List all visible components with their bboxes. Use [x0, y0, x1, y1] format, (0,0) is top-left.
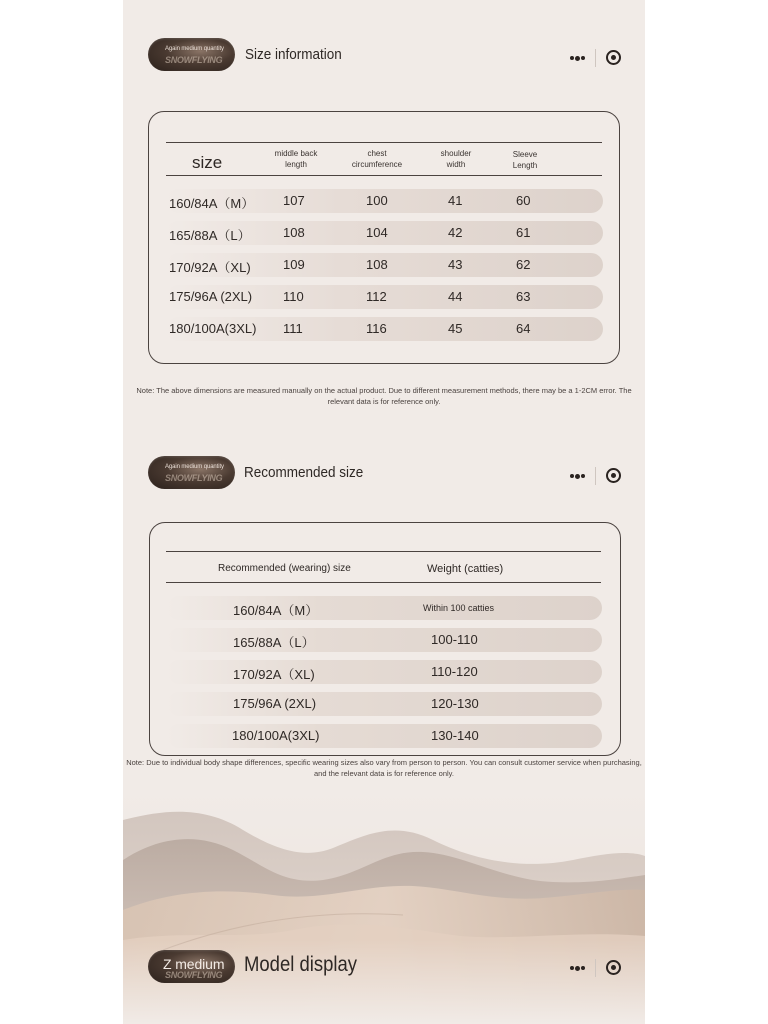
cell-shoulder: 44	[448, 289, 463, 304]
recommended-card	[149, 522, 621, 756]
cell-shoulder: 42	[448, 225, 463, 240]
cell-size: 170/92A（XL)	[233, 667, 315, 682]
brand-pill-logo-text: SNOWFLYING	[165, 55, 223, 65]
model-display-title: Model display	[244, 953, 357, 976]
cell-chest: 100	[366, 193, 388, 208]
cell-size: 175/96A (2XL)	[233, 696, 317, 711]
cell-shoulder: 41	[448, 193, 463, 208]
recommended-note: Note: Due to individual body shape differences, specific wearing sizes also vary from person to person. You can consult customer service when purchasing, and the relevant data is for reference only.	[126, 758, 642, 778]
cell-weight: Within 100 catties	[423, 603, 495, 613]
size-info-title: Size information	[245, 46, 342, 63]
cell-chest: 116	[366, 321, 387, 336]
cell-size: 180/100A(3XL)	[232, 728, 320, 743]
cell-shoulder: 43	[448, 257, 463, 272]
cell-size: 165/88A（L）	[233, 635, 315, 650]
desert-dunes-image	[123, 790, 645, 1024]
table-row	[167, 724, 602, 748]
cell-size: 170/92A（XL)	[169, 260, 251, 275]
more-dots-icon[interactable]	[570, 966, 586, 970]
cell-back: 108	[283, 225, 305, 240]
cell-sleeve: 63	[516, 289, 531, 304]
table-row	[166, 253, 603, 277]
actions-divider	[595, 959, 596, 977]
brand-pill	[148, 950, 235, 983]
cell-chest: 108	[366, 257, 388, 272]
target-circle-icon[interactable]	[606, 960, 621, 975]
recommended-header	[123, 456, 645, 492]
recommended-title: Recommended size	[244, 464, 364, 481]
cell-size: 175/96A (2XL)	[169, 289, 253, 304]
more-dots-icon[interactable]	[570, 56, 586, 60]
table-row	[166, 317, 603, 341]
col-header-recommended-size: Recommended (wearing) size	[218, 563, 351, 574]
cell-chest: 112	[366, 289, 387, 304]
cell-weight: 100-110	[431, 632, 478, 647]
header-actions	[570, 466, 622, 486]
table-top-rule	[166, 142, 602, 143]
cell-weight: 110-120	[431, 664, 478, 679]
target-circle-icon[interactable]	[606, 50, 621, 65]
cell-sleeve: 61	[516, 225, 531, 240]
cell-sleeve: 62	[516, 257, 531, 272]
cell-shoulder: 45	[448, 321, 463, 336]
cell-back: 111	[283, 321, 303, 336]
table-row	[167, 628, 602, 652]
table-row	[167, 692, 602, 716]
col-header-shoulder: shoulder width	[440, 149, 472, 169]
brand-pill-logo-text: SNOWFLYING	[165, 970, 223, 980]
cell-size: 165/88A（L）	[169, 228, 251, 243]
more-dots-icon[interactable]	[570, 474, 586, 478]
cell-size: 160/84A（M）	[233, 603, 319, 618]
table-row	[166, 285, 603, 309]
table-row	[166, 189, 603, 213]
table-header-rule	[166, 175, 602, 176]
brand-pill	[148, 456, 235, 489]
size-column-header: size	[192, 153, 223, 172]
size-info-card	[148, 111, 620, 364]
cell-chest: 104	[366, 225, 388, 240]
cell-sleeve: 60	[516, 193, 531, 208]
cell-weight: 120-130	[431, 696, 479, 711]
header-actions	[570, 958, 622, 978]
brand-pill	[148, 38, 235, 71]
table-header-rule	[166, 582, 601, 583]
size-info-note: Note: The above dimensions are measured manually on the actual product. Due to different measurement methods, there may be a 1-2CM error. The relevant data is for reference only.	[136, 386, 632, 406]
product-detail-panel	[123, 0, 645, 1024]
col-header-sleeve: Sleeve Length	[512, 150, 538, 170]
cell-back: 109	[283, 257, 305, 272]
actions-divider	[595, 49, 596, 67]
col-header-weight: Weight (catties)	[427, 563, 504, 575]
size-info-header	[123, 38, 645, 74]
col-header-back-length: middle back length	[274, 149, 318, 169]
brand-pill-top-text: Again medium quantity	[165, 46, 224, 52]
cell-back: 110	[283, 289, 304, 304]
actions-divider	[595, 467, 596, 485]
cell-back: 107	[283, 193, 305, 208]
table-row	[166, 221, 603, 245]
target-circle-icon[interactable]	[606, 468, 621, 483]
cell-sleeve: 64	[516, 321, 531, 336]
brand-pill-top-text: Again medium quantity	[165, 464, 224, 470]
cell-size: 180/100A(3XL)	[169, 321, 257, 336]
header-actions	[570, 48, 622, 68]
table-row	[167, 596, 602, 620]
cell-size: 160/84A（M）	[169, 196, 255, 211]
col-header-chest: chest circumference	[351, 149, 403, 169]
model-display-header	[123, 948, 645, 988]
table-row	[167, 660, 602, 684]
table-top-rule	[166, 551, 601, 552]
cell-weight: 130-140	[431, 728, 479, 743]
model-pill-text: Z medium	[163, 956, 225, 972]
brand-pill-logo-text: SNOWFLYING	[165, 473, 223, 483]
